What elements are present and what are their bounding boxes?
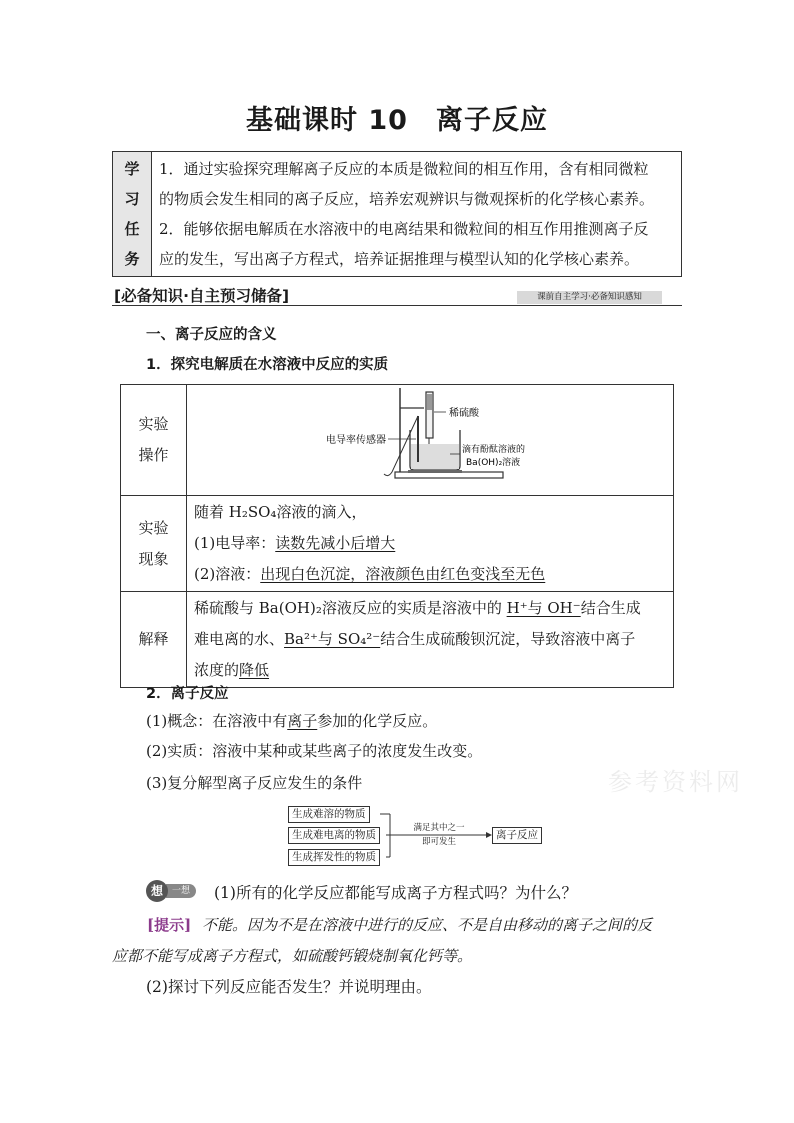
row-label: [121, 496, 187, 592]
tasks-label-char: 务: [124, 250, 140, 268]
flow-note-2: 即可发生: [421, 837, 456, 847]
heading-1-1: 1．探究电解质在水溶液中反应的实质: [146, 357, 389, 373]
learning-tasks-box: [112, 151, 682, 277]
task-line: 的物质会发生相同的离子反应，培养宏观辨识与微观探析的化学核心素养。: [159, 190, 655, 208]
question-1: (1)所有的化学反应都能写成离子方程式吗？为什么？: [214, 884, 577, 902]
section-tag: 课前自主学习·必备知识感知: [517, 291, 662, 304]
flow-result: 离子反应: [492, 827, 542, 844]
page-title: [0, 98, 794, 137]
label-solution-2: Ba(OH)₂溶液: [466, 458, 521, 468]
table-row: [121, 496, 674, 592]
flow-note-1: 满足其中之一: [413, 823, 465, 833]
section-title: [必备知识·自主预习储备]: [114, 287, 290, 305]
phenomenon-2: [188, 559, 672, 590]
text: 结合生成硫酸钡沉淀，导致溶液中离子: [380, 630, 636, 648]
stirrer: [408, 470, 462, 473]
paragraph-conditions: (3)复分解型离子反应发生的条件: [146, 774, 363, 792]
tasks-label-char: 任: [124, 220, 140, 238]
experiment-table: [120, 384, 674, 688]
hint-text-line-2: 应都不能写成离子方程式，如硫酸钙锻烧制氧化钙等。: [112, 947, 473, 965]
question-2: (2)探讨下列反应能否发生？并说明理由。: [146, 978, 432, 996]
phenomenon-cell: [187, 496, 674, 592]
learning-tasks-label: [113, 152, 152, 276]
task-line: 应的发生，写出离子方程式，培养证据推理与模型认知的化学核心素养。: [159, 250, 640, 268]
title-sub: 离子反应: [435, 105, 548, 136]
apparatus-diagram: [188, 386, 672, 490]
row-label-line: 现象: [138, 549, 169, 568]
label-solution-1: 滴有酚酞溶液的: [462, 445, 526, 455]
apparatus-cell: [187, 385, 674, 496]
flow-condition-3: 生成挥发性的物质: [288, 849, 380, 866]
answer: 降低: [239, 661, 270, 679]
label-sensor: 电导率传感器: [326, 435, 386, 446]
flow-condition-1: 生成难溶的物质: [288, 806, 370, 823]
section-divider: [112, 305, 682, 306]
think-badge: [146, 880, 198, 902]
phenomenon-2-label: (2)溶液：: [194, 565, 261, 583]
watermark: 参考资料网: [608, 768, 743, 796]
row-label-line: 操作: [138, 446, 169, 464]
phenomenon-2-answer: 出现白色沉淀，溶液颜色由红色变浅至无色: [260, 565, 546, 583]
answer: 离子: [287, 712, 318, 730]
explanation-line: [188, 655, 672, 686]
row-label-line: 实验: [138, 415, 169, 433]
text: 难电离的水、: [194, 630, 285, 648]
text: (1)概念：在溶液中有: [146, 712, 288, 730]
explanation-line: [188, 593, 672, 624]
text: 参加的化学反应。: [317, 712, 438, 730]
learning-tasks-text: [159, 154, 675, 274]
paragraph-essence: (2)实质：溶液中某种或某些离子的浓度发生改变。: [146, 742, 483, 760]
explanation-line: [188, 624, 672, 655]
table-row: [121, 592, 674, 688]
text: 浓度的: [194, 661, 240, 679]
think-badge-tail: 一想: [166, 884, 196, 898]
answer: Ba²⁺与 SO₄²⁻: [284, 630, 381, 648]
hint-text-line-1: 不能。因为不是在溶液中进行的反应、不是自由移动的离子之间的反: [202, 916, 653, 934]
phenomenon-1-answer: 读数先减小后增大: [275, 534, 396, 552]
tasks-label-char: 习: [124, 190, 140, 208]
title-main: 基础课时 10: [246, 105, 408, 136]
text: 稀硫酸与 Ba(OH)₂溶液反应的实质是溶液中的: [194, 599, 507, 617]
phenomenon-intro: 随着 H₂SO₄溶液的滴入，: [194, 503, 367, 521]
text: 结合生成: [580, 599, 641, 617]
answer: H⁺与 OH⁻: [506, 599, 581, 617]
table-row: [121, 385, 674, 496]
burette-liquid: [427, 394, 432, 410]
phenomenon-1: [188, 528, 672, 559]
heading-1: 一、离子反应的含义: [146, 327, 277, 343]
think-badge-head: 想: [146, 880, 168, 902]
heading-1-2: 2．离子反应: [146, 686, 229, 702]
flow-condition-2: 生成难电离的物质: [288, 827, 380, 844]
label-acid: 稀硫酸: [449, 408, 479, 419]
row-label: [121, 385, 187, 496]
explanation-cell: [187, 592, 674, 688]
row-label-line: 实验: [138, 518, 169, 537]
hint-label: [提示]: [147, 916, 192, 934]
task-line: 1．通过实验探究理解离子反应的本质是微粒间的相互作用，含有相同微粒: [159, 160, 649, 178]
paragraph-concept: [146, 710, 437, 731]
phenomenon-1-label: (1)电导率：: [194, 534, 276, 552]
row-label: 解释: [121, 592, 187, 688]
conditions-flowchart: [282, 800, 552, 872]
task-line: 2．能够依据电解质在水溶液中的电离结果和微粒间的相互作用推测离子反: [159, 220, 649, 238]
tasks-label-char: 学: [124, 160, 140, 178]
